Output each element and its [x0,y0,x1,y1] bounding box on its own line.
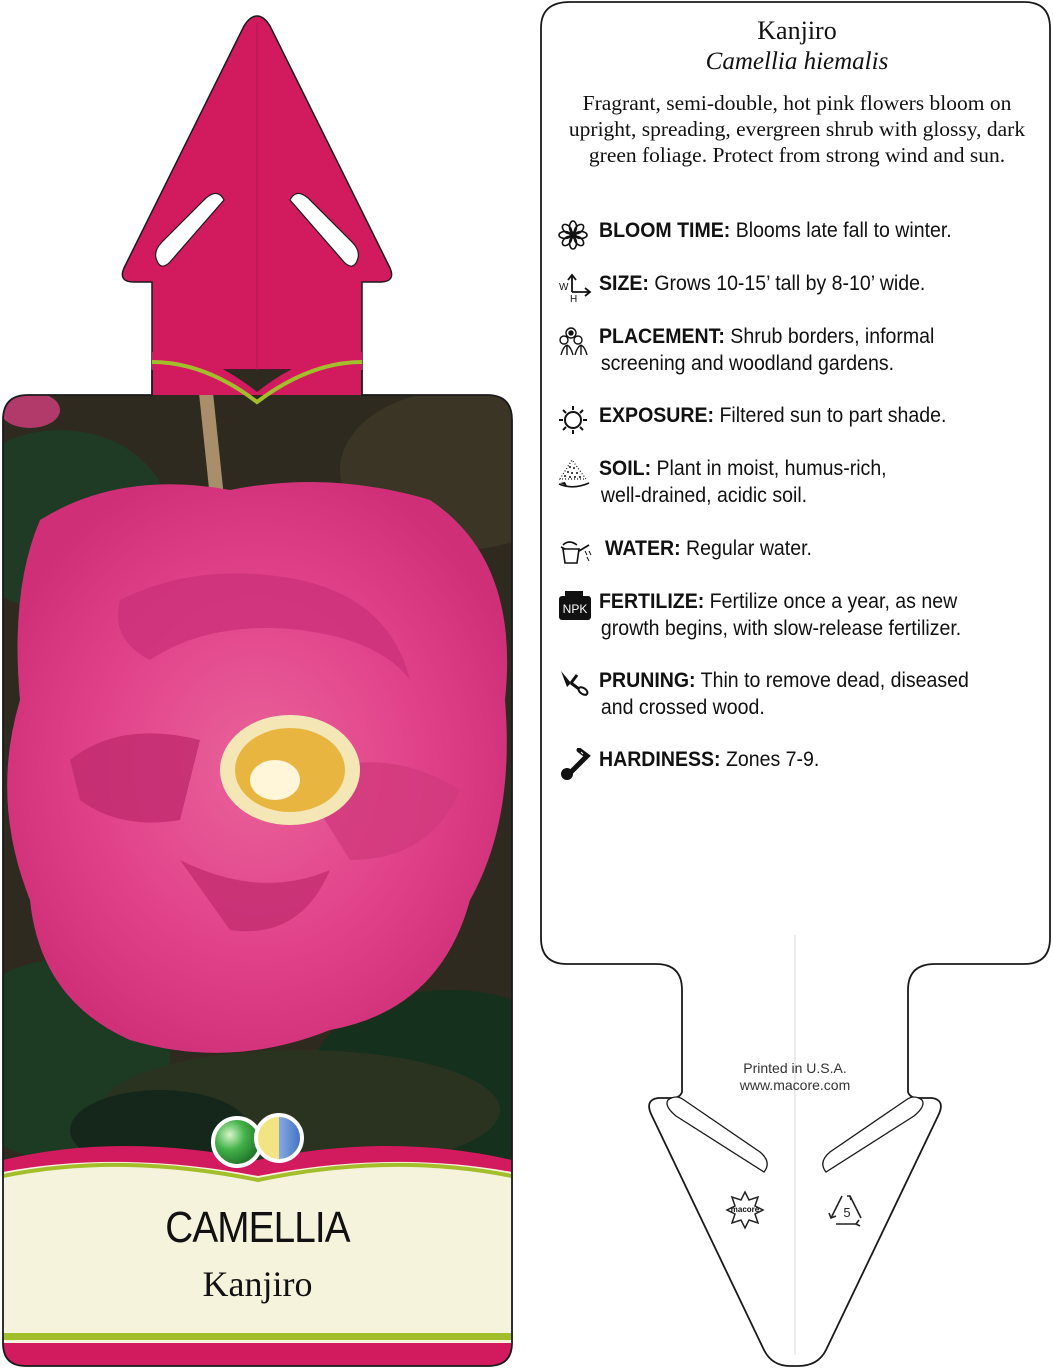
back-description: Fragrant, semi-double, hot pink flowers bloom on upright, spreading, evergreen shrub with glossy, dark green foliage. Protect from strong wind and sun. [568,91,1026,167]
size-h-letter: H [570,294,578,304]
care-value-cont: well-drained, acidic soil. [600,484,808,507]
website-line: www.macore.com [739,1077,851,1093]
soil-icon [557,457,593,489]
care-label: SIZE: [599,272,649,295]
care-value: Blooms late fall to winter. [735,219,952,242]
front-genus: CAMELLIA [165,1203,350,1252]
pruners-icon [557,669,593,701]
care-label: WATER: [605,537,681,560]
care-value: Plant in moist, humus-rich, [656,457,887,480]
front-cultivar: Kanjiro [202,1264,313,1304]
care-label: EXPOSURE: [599,404,715,427]
care-label: FERTILIZE: [599,590,705,613]
care-label: PRUNING: [599,669,696,692]
care-value: Filtered sun to part shade. [719,404,947,427]
care-value: Fertilize once a year, as new [709,590,958,613]
flower-icon [557,219,593,251]
plants-icon [557,325,593,357]
back-botanical-name: Camellia hiemalis [705,48,889,75]
care-value: Zones 7-9. [725,748,820,771]
care-label: SOIL: [599,457,652,480]
care-value-cont: and crossed wood. [600,696,765,719]
size-arrows-icon [557,272,593,304]
printed-line: Printed in U.S.A. [743,1060,847,1076]
macore-logo-text: macore [730,1205,760,1214]
care-value: Regular water. [686,537,812,560]
watering-can-icon [557,537,593,569]
npk-icon [557,590,593,622]
size-w-letter: W [559,282,569,293]
care-label: BLOOM TIME: [599,219,731,242]
care-value: Thin to remove dead, diseased [700,669,969,692]
care-label: PLACEMENT: [599,325,725,348]
care-value: Shrub borders, informal [730,325,935,348]
care-label: HARDINESS: [599,748,721,771]
care-value-cont: growth begins, with slow-release fertilizer. [600,617,962,640]
back-title: Kanjiro [757,16,837,45]
sun-icon [557,404,593,436]
printed-info [700,1060,890,1094]
npk-text: NPK [562,602,588,616]
thermometer-icon [557,748,593,780]
care-value: Grows 10-15’ tall by 8-10’ wide. [654,272,926,295]
recycle-number: 5 [843,1205,851,1220]
care-value-cont: screening and woodland gardens. [600,352,895,375]
